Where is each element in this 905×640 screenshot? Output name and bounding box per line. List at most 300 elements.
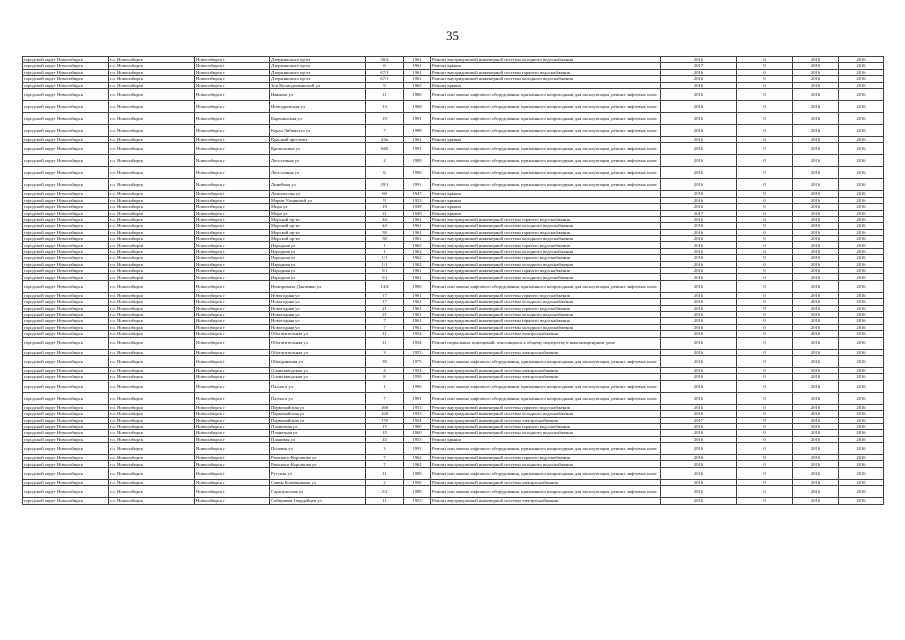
year-cell: 1956 [404, 479, 431, 485]
end-year-cell: 2016 [839, 411, 884, 417]
planned-year-cell: 2016 [661, 248, 737, 254]
start-year-cell: 2016 [793, 223, 839, 229]
work-type-cell: Ремонт внутридомовой инженерной системы электроснабжения [431, 498, 661, 504]
municipality-cell: городской округ Новосибирск [23, 311, 109, 317]
end-year-cell: 2016 [839, 355, 884, 367]
end-year-cell: 2016 [839, 380, 884, 392]
street-cell: Народная ул [270, 255, 366, 261]
locality-cell: Новосибирск г [195, 324, 270, 330]
locality-cell: Новосибирск г [195, 216, 270, 222]
house-cell: 11 [366, 498, 404, 504]
district-cell: г.о. Новосибирск [109, 417, 195, 423]
zero-cell: 0 [737, 374, 793, 380]
street-cell: Народная ул [270, 242, 366, 248]
planned-year-cell: 2016 [661, 299, 737, 305]
municipality-cell: городской округ Новосибирск [23, 324, 109, 330]
locality-cell: Новосибирск г [195, 436, 270, 442]
year-cell: 1962 [404, 455, 431, 461]
locality-cell: Новосибирск г [195, 305, 270, 311]
start-year-cell: 2016 [793, 292, 839, 298]
planned-year-cell: 2017 [661, 63, 737, 69]
locality-cell: Новосибирск г [195, 498, 270, 504]
end-year-cell: 2016 [839, 324, 884, 330]
locality-cell: Новосибирск г [195, 197, 270, 203]
work-type-cell: Ремонт внутридомовой инженерной системы электроснабжения [431, 331, 661, 337]
start-year-cell: 2016 [793, 112, 839, 124]
work-schedule-table [22, 56, 884, 505]
end-year-cell: 2016 [839, 242, 884, 248]
zero-cell: 0 [737, 210, 793, 216]
end-year-cell: 2016 [839, 88, 884, 100]
municipality-cell: городской округ Новосибирск [23, 423, 109, 429]
start-year-cell: 2016 [793, 479, 839, 485]
end-year-cell: 2016 [839, 461, 884, 467]
planned-year-cell: 2016 [661, 136, 737, 142]
district-cell: г.о. Новосибирск [109, 124, 195, 136]
district-cell: г.о. Новосибирск [109, 248, 195, 254]
end-year-cell: 2016 [839, 210, 884, 216]
year-cell: 1949 [404, 210, 431, 216]
municipality-cell: городской округ Новосибирск [23, 292, 109, 298]
year-cell: 1953 [404, 404, 431, 410]
house-cell: 44 [366, 223, 404, 229]
planned-year-cell: 2016 [661, 423, 737, 429]
zero-cell: 0 [737, 411, 793, 417]
municipality-cell: городской округ Новосибирск [23, 404, 109, 410]
year-cell: 1950 [404, 374, 431, 380]
end-year-cell: 2016 [839, 423, 884, 429]
house-cell: 640 [366, 143, 404, 155]
municipality-cell: городской округ Новосибирск [23, 355, 109, 367]
planned-year-cell: 2016 [661, 112, 737, 124]
house-cell: 14/4 [366, 280, 404, 292]
year-cell: 1962 [404, 242, 431, 248]
planned-year-cell: 2016 [661, 191, 737, 197]
year-cell: 1991 [404, 143, 431, 155]
street-cell: Морской пр-кт [270, 216, 366, 222]
start-year-cell: 2016 [793, 380, 839, 392]
municipality-cell: городской округ Новосибирск [23, 274, 109, 280]
work-type-cell: Ремонт внутридомовой инженерной системы электроснабжения [431, 367, 661, 373]
zero-cell: 0 [737, 331, 793, 337]
street-cell: Кропоткина ул [270, 143, 366, 155]
work-type-cell: Ремонт внутридомовой инженерной системы холодного водоснабжения [431, 311, 661, 317]
year-cell: 1990 [404, 380, 431, 392]
house-cell: 11 [366, 88, 404, 100]
zero-cell: 0 [737, 268, 793, 274]
locality-cell: Новосибирск г [195, 274, 270, 280]
table-row [23, 355, 884, 367]
street-cell: Лесосечная ул [270, 167, 366, 179]
house-cell: 21 [366, 305, 404, 311]
planned-year-cell: 2016 [661, 467, 737, 479]
locality-cell: Новосибирск г [195, 318, 270, 324]
locality-cell: Новосибирск г [195, 331, 270, 337]
municipality-cell: городской округ Новосибирск [23, 280, 109, 292]
street-cell: Ломоносова ул [270, 191, 366, 197]
locality-cell: Новосибирск г [195, 355, 270, 367]
end-year-cell: 2016 [839, 112, 884, 124]
work-type-cell: Ремонт внутридомовой инженерной системы горячего водоснабжения [431, 268, 661, 274]
municipality-cell: городской округ Новосибирск [23, 268, 109, 274]
house-cell: 7 [366, 455, 404, 461]
locality-cell: Новосибирск г [195, 374, 270, 380]
year-cell: 1962 [404, 261, 431, 267]
start-year-cell: 2016 [793, 349, 839, 355]
start-year-cell: 2016 [793, 136, 839, 142]
street-cell: Дзержинского пр-кт [270, 57, 366, 63]
work-type-cell: Ремонт внутридомовой инженерной системы горячего водоснабжения [431, 404, 661, 410]
start-year-cell: 2016 [793, 374, 839, 380]
start-year-cell: 2016 [793, 455, 839, 461]
end-year-cell: 2016 [839, 69, 884, 75]
planned-year-cell: 2016 [661, 461, 737, 467]
municipality-cell: городской округ Новосибирск [23, 204, 109, 210]
house-cell: 19 [366, 112, 404, 124]
end-year-cell: 2016 [839, 292, 884, 298]
street-cell: Новогодняя ул [270, 318, 366, 324]
end-year-cell: 2016 [839, 467, 884, 479]
locality-cell: Новосибирск г [195, 124, 270, 136]
end-year-cell: 2016 [839, 367, 884, 373]
district-cell: г.о. Новосибирск [109, 292, 195, 298]
district-cell: г.о. Новосибирск [109, 380, 195, 392]
street-cell: Обогатительная ул [270, 337, 366, 349]
work-type-cell: Ремонт или замена лифтового оборудования, признанного непригодным для эксплуатации, ремонт лифтовых шахт [431, 380, 661, 392]
year-cell: 1961 [404, 305, 431, 311]
start-year-cell: 2016 [793, 63, 839, 69]
municipality-cell: городской округ Новосибирск [23, 479, 109, 485]
house-cell: 15 [366, 423, 404, 429]
table-row [23, 443, 884, 455]
page-number: 35 [446, 28, 459, 43]
district-cell: г.о. Новосибирск [109, 179, 195, 191]
start-year-cell: 2016 [793, 486, 839, 498]
street-cell: Римского-Корсакова ул [270, 461, 366, 467]
start-year-cell: 2016 [793, 436, 839, 442]
locality-cell: Новосибирск г [195, 467, 270, 479]
municipality-cell: городской округ Новосибирск [23, 69, 109, 75]
work-type-cell: Ремонт или замена лифтового оборудования, признанного непригодным для эксплуатации, ремонт лифтовых шахт [431, 155, 661, 167]
work-type-cell: Ремонт внутридомовой инженерной системы горячего водоснабжения [431, 229, 661, 235]
district-cell: г.о. Новосибирск [109, 498, 195, 504]
locality-cell: Новосибирск г [195, 248, 270, 254]
zero-cell: 0 [737, 274, 793, 280]
year-cell: 1961 [404, 268, 431, 274]
end-year-cell: 2016 [839, 197, 884, 203]
locality-cell: Новосибирск г [195, 167, 270, 179]
end-year-cell: 2016 [839, 155, 884, 167]
locality-cell: Новосибирск г [195, 112, 270, 124]
house-cell: 67/1 [366, 76, 404, 82]
house-cell: 24а [366, 136, 404, 142]
end-year-cell: 2016 [839, 204, 884, 210]
district-cell: г.о. Новосибирск [109, 236, 195, 242]
zero-cell: 0 [737, 76, 793, 82]
municipality-cell: городской округ Новосибирск [23, 210, 109, 216]
street-cell: Марии Ульяновой ул [270, 197, 366, 203]
zero-cell: 0 [737, 229, 793, 235]
year-cell: 1961 [404, 292, 431, 298]
table-row [23, 124, 884, 136]
table-row [23, 179, 884, 191]
end-year-cell: 2016 [839, 417, 884, 423]
locality-cell: Новосибирск г [195, 367, 270, 373]
start-year-cell: 2016 [793, 268, 839, 274]
year-cell: 1961 [404, 311, 431, 317]
start-year-cell: 2016 [793, 404, 839, 410]
zero-cell: 0 [737, 223, 793, 229]
district-cell: г.о. Новосибирск [109, 486, 195, 498]
year-cell: 1953 [404, 436, 431, 442]
district-cell: г.о. Новосибирск [109, 204, 195, 210]
end-year-cell: 2016 [839, 216, 884, 222]
planned-year-cell: 2016 [661, 274, 737, 280]
street-cell: Оловозаводская ул [270, 367, 366, 373]
locality-cell: Новосибирск г [195, 76, 270, 82]
work-type-cell: Ремонт или замена лифтового оборудования, признанного непригодным для эксплуатации, ремонт лифтовых шахт [431, 392, 661, 404]
end-year-cell: 2016 [839, 374, 884, 380]
work-type-cell: Ремонт крыши [431, 82, 661, 88]
zero-cell: 0 [737, 404, 793, 410]
district-cell: г.о. Новосибирск [109, 318, 195, 324]
start-year-cell: 2016 [793, 443, 839, 455]
house-cell: 168 [366, 404, 404, 410]
year-cell: 1949 [404, 204, 431, 210]
district-cell: г.о. Новосибирск [109, 143, 195, 155]
locality-cell: Новосибирск г [195, 63, 270, 69]
municipality-cell: городской округ Новосибирск [23, 179, 109, 191]
zero-cell: 0 [737, 461, 793, 467]
end-year-cell: 2016 [839, 255, 884, 261]
zero-cell: 0 [737, 82, 793, 88]
planned-year-cell: 2016 [661, 292, 737, 298]
year-cell: 1947 [404, 191, 431, 197]
planned-year-cell: 2016 [661, 82, 737, 88]
planned-year-cell: 2016 [661, 479, 737, 485]
municipality-cell: городской округ Новосибирск [23, 461, 109, 467]
municipality-cell: городской округ Новосибирск [23, 124, 109, 136]
municipality-cell: городской округ Новосибирск [23, 417, 109, 423]
work-type-cell: Ремонт или замена лифтового оборудования, признанного непригодным для эксплуатации, ремонт лифтовых шахт [431, 355, 661, 367]
house-cell: 1/1 [366, 261, 404, 267]
municipality-cell: городской округ Новосибирск [23, 331, 109, 337]
locality-cell: Новосибирск г [195, 404, 270, 410]
municipality-cell: городской округ Новосибирск [23, 88, 109, 100]
planned-year-cell: 2016 [661, 76, 737, 82]
table-body [23, 57, 884, 505]
planned-year-cell: 2016 [661, 349, 737, 355]
table-row [23, 392, 884, 404]
start-year-cell: 2016 [793, 467, 839, 479]
end-year-cell: 2016 [839, 143, 884, 155]
district-cell: г.о. Новосибирск [109, 216, 195, 222]
house-cell: 6 [366, 167, 404, 179]
locality-cell: Новосибирск г [195, 57, 270, 63]
year-cell: 1991 [404, 112, 431, 124]
district-cell: г.о. Новосибирск [109, 88, 195, 100]
street-cell: Морской пр-кт [270, 229, 366, 235]
work-type-cell: Ремонт внутридомовой инженерной системы горячего водоснабжения [431, 423, 661, 429]
district-cell: г.о. Новосибирск [109, 197, 195, 203]
start-year-cell: 2016 [793, 100, 839, 112]
zero-cell: 0 [737, 191, 793, 197]
house-cell: 30/4 [366, 57, 404, 63]
work-type-cell: Ремонт внутридомовой инженерной системы электроснабжения [431, 374, 661, 380]
locality-cell: Новосибирск г [195, 88, 270, 100]
zero-cell: 0 [737, 355, 793, 367]
table-row [23, 88, 884, 100]
planned-year-cell: 2016 [661, 436, 737, 442]
work-type-cell: Ремонт крыши [431, 63, 661, 69]
street-cell: Народная ул [270, 268, 366, 274]
work-type-cell: Ремонт или замена лифтового оборудования, признанного непригодным для эксплуатации, ремонт лифтовых шахт [431, 167, 661, 179]
district-cell: г.о. Новосибирск [109, 191, 195, 197]
district-cell: г.о. Новосибирск [109, 349, 195, 355]
street-cell: Палласа ул [270, 392, 366, 404]
street-cell: Первомайская ул [270, 417, 366, 423]
planned-year-cell: 2016 [661, 430, 737, 436]
locality-cell: Новосибирск г [195, 136, 270, 142]
municipality-cell: городской округ Новосибирск [23, 467, 109, 479]
house-cell: 67/1 [366, 69, 404, 75]
zero-cell: 0 [737, 455, 793, 461]
table-row [23, 467, 884, 479]
planned-year-cell: 2016 [661, 331, 737, 337]
zero-cell: 0 [737, 498, 793, 504]
locality-cell: Новосибирск г [195, 261, 270, 267]
house-cell: 58 [366, 236, 404, 242]
planned-year-cell: 2017 [661, 210, 737, 216]
zero-cell: 0 [737, 337, 793, 349]
house-cell: 8 [366, 374, 404, 380]
year-cell: 1962 [404, 248, 431, 254]
work-type-cell: Ремонт или замена лифтового оборудования, признанного непригодным для эксплуатации, ремонт лифтовых шахт [431, 124, 661, 136]
planned-year-cell: 2016 [661, 443, 737, 455]
locality-cell: Новосибирск г [195, 255, 270, 261]
start-year-cell: 2016 [793, 143, 839, 155]
work-type-cell: Ремонт внутридомовой инженерной системы электроснабжения [431, 479, 661, 485]
zero-cell: 0 [737, 261, 793, 267]
work-type-cell: Ремонт внутридомовой инженерной системы горячего водоснабжения [431, 69, 661, 75]
locality-cell: Новосибирск г [195, 423, 270, 429]
zero-cell: 0 [737, 57, 793, 63]
house-cell: 7 [366, 461, 404, 467]
year-cell: 1962 [404, 255, 431, 261]
work-type-cell: Ремонт внутридомовой инженерной системы холодного водоснабжения [431, 324, 661, 330]
municipality-cell: городской округ Новосибирск [23, 374, 109, 380]
district-cell: г.о. Новосибирск [109, 374, 195, 380]
house-cell: 58 [366, 229, 404, 235]
district-cell: г.о. Новосибирск [109, 311, 195, 317]
municipality-cell: городской округ Новосибирск [23, 486, 109, 498]
start-year-cell: 2016 [793, 191, 839, 197]
year-cell: 1954 [404, 367, 431, 373]
house-cell: 1/1 [366, 255, 404, 261]
street-cell: Планетная ул [270, 423, 366, 429]
district-cell: г.о. Новосибирск [109, 337, 195, 349]
locality-cell: Новосибирск г [195, 311, 270, 317]
planned-year-cell: 2016 [661, 223, 737, 229]
house-cell: 44 [366, 216, 404, 222]
house-cell: 11 [366, 331, 404, 337]
zero-cell: 0 [737, 318, 793, 324]
table-row [23, 155, 884, 167]
start-year-cell: 2016 [793, 392, 839, 404]
year-cell: 1961 [404, 274, 431, 280]
table-row [23, 380, 884, 392]
work-type-cell: Ремонт внутридомовой инженерной системы холодного водоснабжения [431, 299, 661, 305]
year-cell: 1954 [404, 331, 431, 337]
year-cell: 1961 [404, 57, 431, 63]
district-cell: г.о. Новосибирск [109, 411, 195, 417]
work-type-cell: Ремонт или замена лифтового оборудования, признанного непригодным для эксплуатации, ремонт лифтовых шахт [431, 100, 661, 112]
planned-year-cell: 2016 [661, 498, 737, 504]
district-cell: г.о. Новосибирск [109, 280, 195, 292]
district-cell: г.о. Новосибирск [109, 268, 195, 274]
work-type-cell: Ремонт внутридомовой инженерной системы горячего водоснабжения [431, 292, 661, 298]
district-cell: г.о. Новосибирск [109, 255, 195, 261]
start-year-cell: 2016 [793, 337, 839, 349]
start-year-cell: 2016 [793, 411, 839, 417]
district-cell: г.о. Новосибирск [109, 242, 195, 248]
locality-cell: Новосибирск г [195, 417, 270, 423]
planned-year-cell: 2016 [661, 455, 737, 461]
house-cell: 15 [366, 430, 404, 436]
municipality-cell: городской округ Новосибирск [23, 63, 109, 69]
table-row [23, 498, 884, 504]
year-cell: 1989 [404, 124, 431, 136]
locality-cell: Новосибирск г [195, 461, 270, 467]
district-cell: г.о. Новосибирск [109, 423, 195, 429]
work-type-cell: Ремонт подвальных помещений, относящихся к общему имуществу в многоквартирном доме [431, 337, 661, 349]
work-type-cell: Ремонт внутридомовой инженерной системы горячего водоснабжения [431, 305, 661, 311]
start-year-cell: 2016 [793, 423, 839, 429]
locality-cell: Новосибирск г [195, 292, 270, 298]
zero-cell: 0 [737, 479, 793, 485]
year-cell: 1990 [404, 467, 431, 479]
municipality-cell: городской округ Новосибирск [23, 57, 109, 63]
planned-year-cell: 2016 [661, 337, 737, 349]
locality-cell: Новосибирск г [195, 82, 270, 88]
house-cell: 39 [366, 355, 404, 367]
zero-cell: 0 [737, 349, 793, 355]
municipality-cell: городской округ Новосибирск [23, 436, 109, 442]
zero-cell: 0 [737, 143, 793, 155]
street-cell: Обогатительная ул [270, 331, 366, 337]
year-cell: 1961 [404, 324, 431, 330]
street-cell: Народная ул [270, 248, 366, 254]
house-cell: 6 [366, 63, 404, 69]
district-cell: г.о. Новосибирск [109, 261, 195, 267]
start-year-cell: 2016 [793, 167, 839, 179]
planned-year-cell: 2016 [661, 167, 737, 179]
year-cell: 1961 [404, 63, 431, 69]
locality-cell: Новосибирск г [195, 280, 270, 292]
street-cell: Римского-Корсакова ул [270, 455, 366, 461]
end-year-cell: 2016 [839, 318, 884, 324]
district-cell: г.о. Новосибирск [109, 155, 195, 167]
zero-cell: 0 [737, 248, 793, 254]
locality-cell: Новосибирск г [195, 337, 270, 349]
work-type-cell: Ремонт внутридомовой инженерной системы холодного водоснабжения [431, 248, 661, 254]
start-year-cell: 2016 [793, 331, 839, 337]
house-cell: 7 [366, 324, 404, 330]
municipality-cell: городской округ Новосибирск [23, 305, 109, 311]
work-type-cell: Ремонт внутридомовой инженерной системы холодного водоснабжения [431, 274, 661, 280]
start-year-cell: 2016 [793, 261, 839, 267]
municipality-cell: городской округ Новосибирск [23, 100, 109, 112]
